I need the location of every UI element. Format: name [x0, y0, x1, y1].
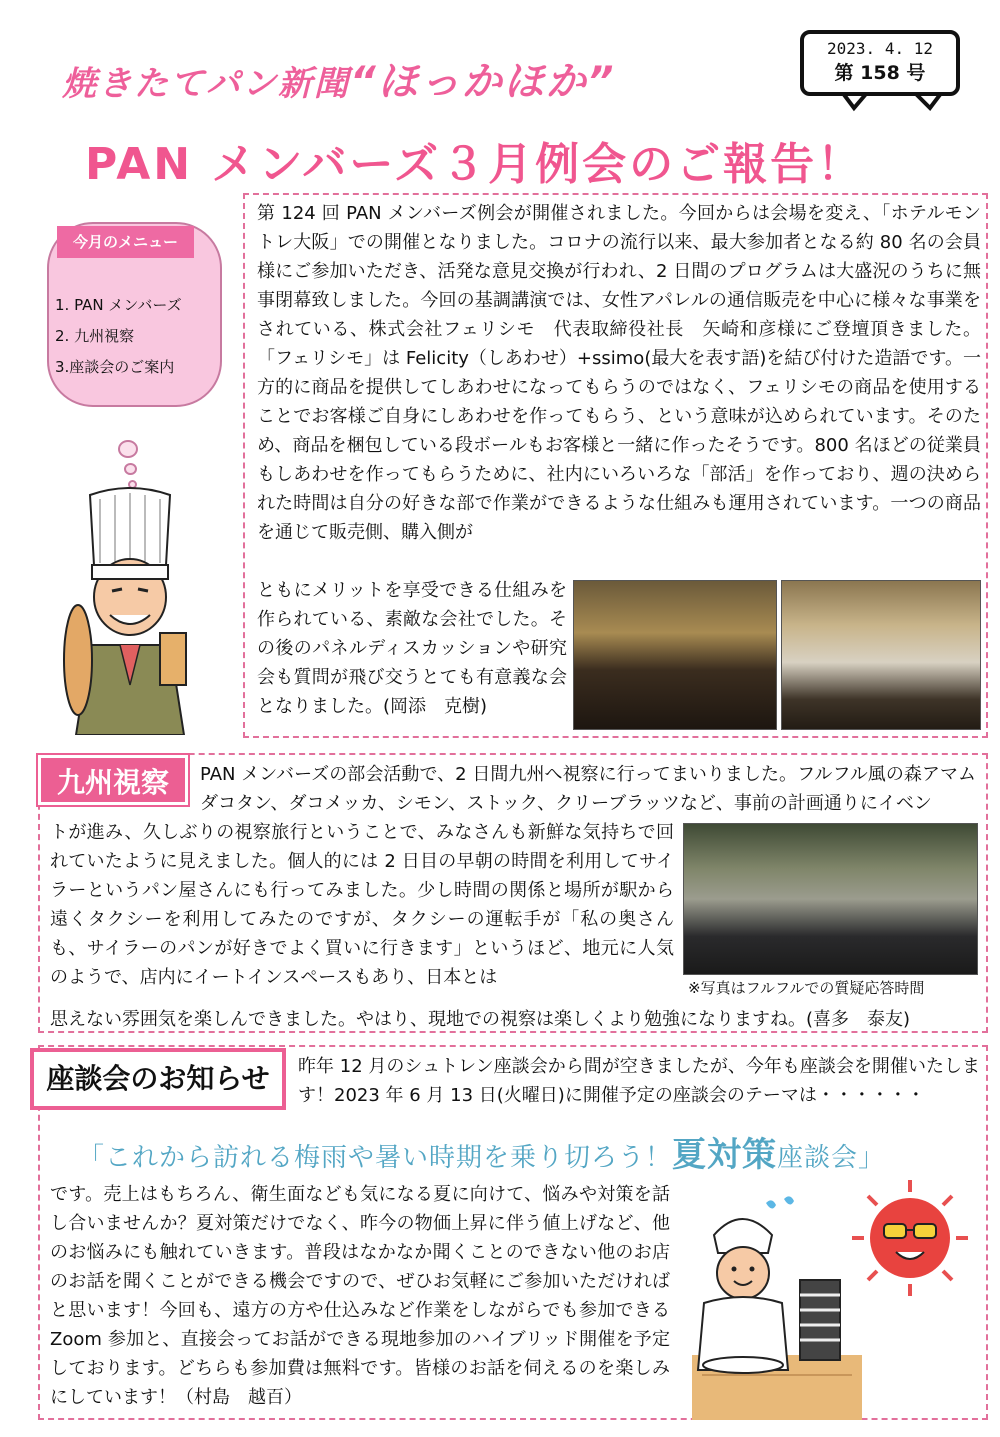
theme-text: 座談会」	[777, 1143, 886, 1173]
issue-bubble	[800, 30, 960, 96]
issue-number: 第 158 号	[834, 62, 926, 84]
tour-photo	[683, 823, 978, 975]
sweat-icon	[760, 1195, 810, 1225]
kyushu-label: 九州視察	[38, 755, 188, 805]
chef-illustration	[60, 485, 200, 735]
report-body-cont: ともにメリットを享受できる仕組みを作られている、素敵な会社でした。その後のパネルディスカッションや研究会も質問が飛び交うとても有意義な会となりました。(岡添 克樹)	[257, 580, 567, 717]
zadankai-theme	[78, 1127, 885, 1176]
menu-item: 1. PAN メンバーズ	[55, 296, 182, 314]
baker-illustration	[692, 1195, 862, 1420]
zadankai-label: 座談会のお知らせ	[30, 1048, 286, 1110]
theme-text: 「これから訪れる梅雨や暑い時期を乗り切ろう！	[78, 1143, 673, 1173]
kyushu-body: トが進み、久しぶりの視察旅行ということで、みなさんも新鮮な気持ちで回れていたように見えました。個人的には 2 日目の早朝の時間を利用してサイラーというパン屋さんにも行ってみました。少し時間の関係と場所が駅から遠くタクシーを利用してみたのですが、タクシーの運転手が「私の奥さんも、サイラーのパンが好きでよく買いに行きます」というほど、地元に人気のようで、店内にイートインスペースもあり、日本とは	[50, 822, 674, 988]
main-title: PAN メンバーズ３月例会のご報告！	[85, 139, 865, 190]
masthead-subtitle: “ほっかほか”	[350, 59, 616, 105]
photo-caption: ※写真はフルフルでの質疑応答時間	[688, 979, 925, 997]
report-body: 第 124 回 PAN メンバーズ例会が開催されました。今回からは会場を変え、「ホテルモントレ大阪」での開催となりました。コロナの流行以来、最大参加者となる約 80 名の会員様にご参加いただき、活発な意見交換が行われ、2 日間のプログラムは大盛況のうちに無事閉幕致しました。今回の基調講演では、女性アパレルの通信販売を中心に様々な事業をされている、株式会社フェリシモ 代表取締役社長 矢崎和彦様にご登壇頂きました。「フェリシモ」は Felicity（しあわせ）+ssimo(最大を表す語)を結び付けた造語です。一方的に商品を提供してしあわせになってもらうのではなく、フェリシモの商品を使用することでお客様ご自身にしあわせを作ってもらう、という意味が込められています。そのため、商品を梱包している段ボールもお客様と一緒に作ったそうです。800 名ほどの従業員もしあわせを作ってもらうために、社内にいろいろな「部活」を作っており、週の決められた時間は自分の好きな部で作業ができるような仕組みも運用されています。一つの商品を通じて販売側、購入側が	[257, 203, 981, 543]
speech-tail-icon	[838, 92, 948, 112]
menu-heading: 今月のメニュー	[57, 226, 194, 258]
meeting-photo	[781, 580, 981, 730]
menu-item: 3.座談会のご案内	[55, 358, 175, 376]
kyushu-body: PAN メンバーズの部会活動で、2 日間九州へ視察に行ってまいりました。フルフル風の森アマムダコタン、ダコメッカ、シモン、ストック、クリーブラッツなど、事前の計画通りにイベン	[200, 764, 976, 814]
zadankai-intro: 昨年 12 月のシュトレン座談会から間が空きましたが、今年も座談会を開催いたします！2023 年 6 月 13 日(火曜日)に開催予定の座談会のテーマは・・・・・・	[298, 1056, 980, 1106]
sun-icon	[850, 1178, 970, 1298]
menu-item: 2. 九州視察	[55, 327, 135, 345]
masthead	[62, 50, 616, 107]
meeting-photo	[573, 580, 777, 730]
theme-highlight: 夏対策	[672, 1135, 778, 1175]
kyushu-body: 思えない雰囲気を楽しんできました。やはり、現地での視察は楽しくより勉強になりますね。(喜多 泰友)	[50, 1009, 911, 1030]
thought-dot	[118, 440, 138, 458]
zadankai-body: です。売上はもちろん、衛生面なども気になる夏に向けて、悩みや対策を話し合いませんか？夏対策だけでなく、昨今の物価上昇に伴う値上げなど、他のお悩みにも触れていきます。普段はなかなか聞くことのできない他のお店のお話を聞くことができる機会ですので、ぜひお気軽にご参加いただければと思います！今回も、遠方の方や仕込みなど作業をしながらでも参加できる Zoom 参加と、直接会ってお話ができる現地参加のハイブリッド開催を予定しております。どちらも参加費は無料です。皆様のお話を伺えるのを楽しみにしています！（村島 越百）	[50, 1184, 670, 1408]
issue-date: 2023. 4. 12	[827, 39, 933, 58]
menu-list	[55, 290, 182, 383]
thought-dot	[124, 463, 137, 475]
masthead-title: 焼きたてパン新聞	[62, 64, 350, 104]
